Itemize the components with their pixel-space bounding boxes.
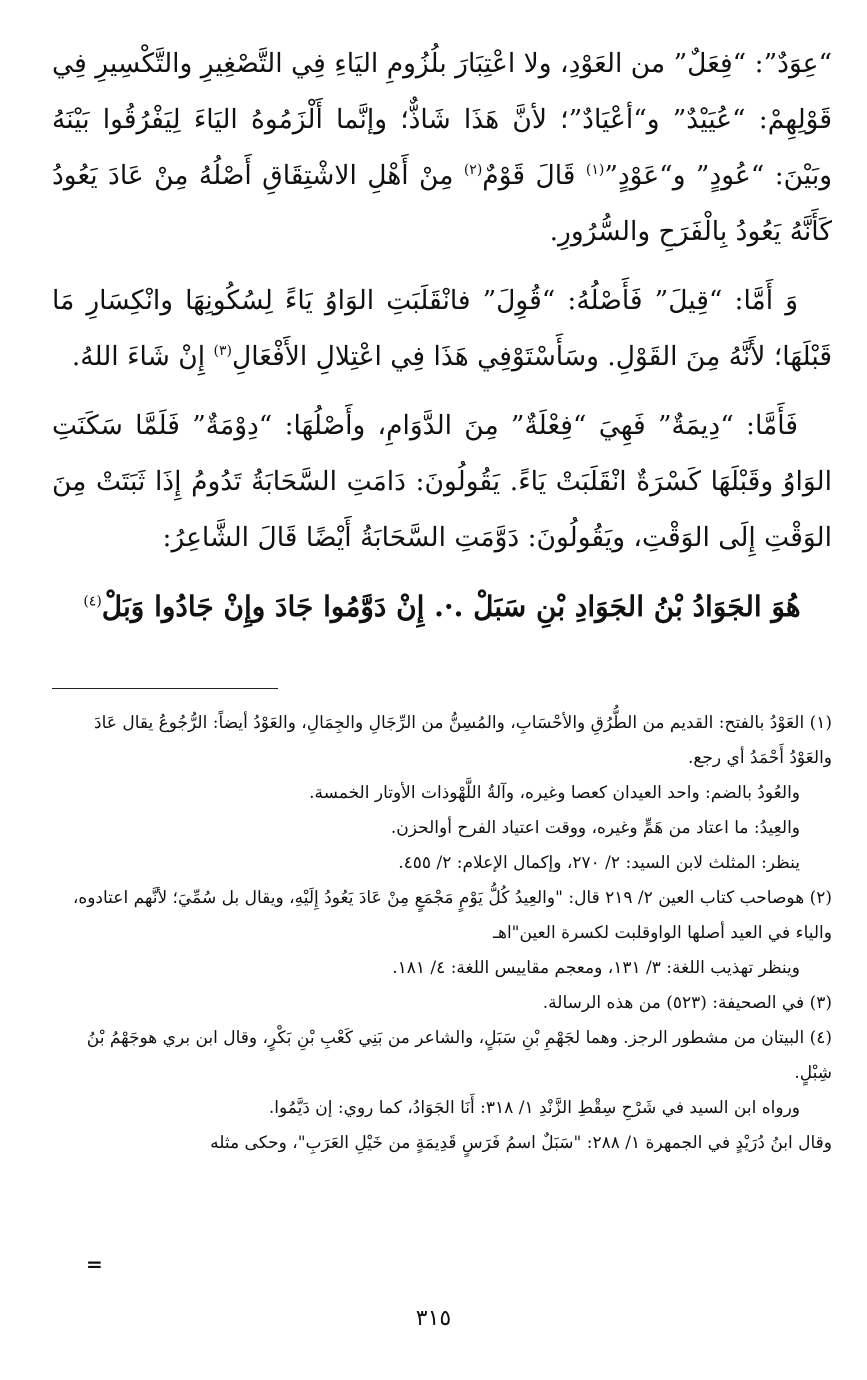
footnote-2-line-2: وينظر تهذيب اللغة: ٣/ ١٣١، ومعجم مقاييس اللغة: ٤/ ١٨١.	[392, 958, 800, 978]
paragraph-3: فَأَمَّا: “دِيمَةٌ” فَهِيَ “فِعْلَةٌ” مِنَ الدَّوَامِ، وأَصْلُهَا: “دِوْمَةٌ” فَلَمَّا سَكَنَتِ الوَاوُ وقَبْلَهَا كَسْرَةٌ انْقَلَبَتْ يَاءً. يَقُولُونَ: دَامَتِ السَّحَابَةُ تَدُومُ إِذَا ثَبَتَتْ مِنَ الوَقْتِ إِلَى الوَقْتِ، ويَقُولُونَ: دَوَّمَتِ السَّحَابَةُ أَيْضًا قَالَ الشَّاعِرُ:	[52, 410, 832, 553]
footnote-1-line-1: (١) العَوْدُ بالفتح: القديم من الطُّرُقِ والأحْسَابِ، والمُسِنُّ من الرِّجَالِ والجِمَالِ، والعَوْدُ أيضاً: الرُّجُوعُ يقال عَادَ والعَوْدُ أَحْمَدُ أي رجع.	[94, 713, 832, 768]
footnote-4-line-1: (٤) البيتان من مشطور الرجز. وهما لجَهْمِ بْنِ سَبَلٍ، والشاعر من بَنِي كَعْبِ بْنِ بَكْرٍ، وقال ابن بري هوجَهْمُ بْنُ شِبْلٍ.	[86, 1028, 832, 1083]
footnote-ref-3[interactable]: (٣)	[213, 343, 232, 360]
page-body	[52, 36, 832, 635]
footnote-3: (٣) في الصحيفة: (٥٢٣) من هذه الرسالة.	[542, 993, 832, 1013]
footnote-ref-2[interactable]: (٢)	[463, 162, 483, 179]
poetry-verse: هُوَ الجَوَادُ بْنُ الجَوَادِ بْنِ سَبَلْ .·. إِنْ دَوَّمُوا جَادَ وإِنْ جَادُوا وَبَلْ$^{(٤)}$	[83, 590, 801, 623]
footnote-ref-1[interactable]: (١)	[585, 162, 605, 179]
footnote-4-line-3: وقال ابنُ دُرَيْدٍ في الجمهرة ١/ ٢٨٨: "سَبَلٌ اسمُ فَرَسٍ قَدِيمَةٍ من خَيْلِ العَرَبِ"، وحكى مثله	[210, 1133, 832, 1153]
footnote-ref-4[interactable]: (٤)	[83, 593, 102, 610]
main-text	[52, 36, 832, 635]
footnote-1-line-4: ينظر: المثلث لابن السيد: ٢/ ٢٧٠، وإكمال الإعلام: ٢/ ٤٥٥.	[398, 853, 800, 873]
footnote-separator	[52, 688, 278, 689]
paragraph-1: “عِوَدٌ”: “فِعَلٌ” من العَوْدِ، ولا اعْتِبَارَ بلُزُومِ اليَاءِ فِي التَّصْغِيرِ والتَّكْسِيرِ فِي قَوْلِهِمْ: “عُيَيْدٌ” و“أعْيَادٌ”؛ لأنَّ هَذَا شَاذٌّ؛ وإنَّما أَلْزَمُوهُ اليَاءَ لِيَفْرُقُوا بَيْنَهُ وبَيْنَ: “عُودٍ” و“عَوْدٍ”$^{(١)}$ قَالَ قَوْمٌ$^{(٢)}$ مِنْ أَهْلِ الاشْتِقَاقِ أَصْلُهُ مِنْ عَادَ يَعُودُ كَأَنَّهُ يَعُودُ بِالْفَرَحِ والسُّرُورِ.	[52, 48, 833, 247]
footnote-2-line-1: (٢) هوصاحب كتاب العين ٢/ ٢١٩ قال: "والعِيدُ كُلُّ يَوْمٍ مَجْمَعٍ مِنْ عَادَ يَعُودُ إِلَيْهِ، ويقال بل سُمِّيَ؛ لأنَّهم اعتادوه، والياء في العيد أصلها الواوقلبت لكسرة العين"اهـ	[72, 888, 832, 943]
footnote-1-line-2: والعُودُ بالضم: واحد العيدان كعصا وغيره، وآلةُ اللَّهْوذات الأوتار الخمسة.	[309, 783, 800, 803]
footnotes	[52, 706, 832, 1161]
page-number: ٣١٥	[415, 1306, 452, 1331]
continuation-mark: =	[86, 1252, 103, 1276]
paragraph-2: وَ أَمَّا: “قِيلَ” فَأَصْلُهُ: “قُوِلَ” فانْقَلَبَتِ الوَاوُ يَاءً لِسُكُونِهَا وانْكِسَارِ مَا قَبْلَهَا؛ لأَنَّهُ مِنَ القَوْلِ. وسَأَسْتَوْفِي هَذَا فِي اعْتِلالِ الأَفْعَالِ$^{(٣)}$ إِنْ شَاءَ اللهُ.	[52, 285, 832, 372]
footnote-1-line-3: والعِيدُ: ما اعتاد من هَمٍّ وغيره، ووقت اعتياد الفرح أوالحزن.	[390, 818, 800, 838]
footnote-4-line-2: ورواه ابن السيد في شَرْحِ سِقْطِ الزَّنْدِ ١/ ٣١٨: أَنَا الجَوَادُ، كما روي: إن دَيَّمُوا.	[268, 1098, 800, 1118]
